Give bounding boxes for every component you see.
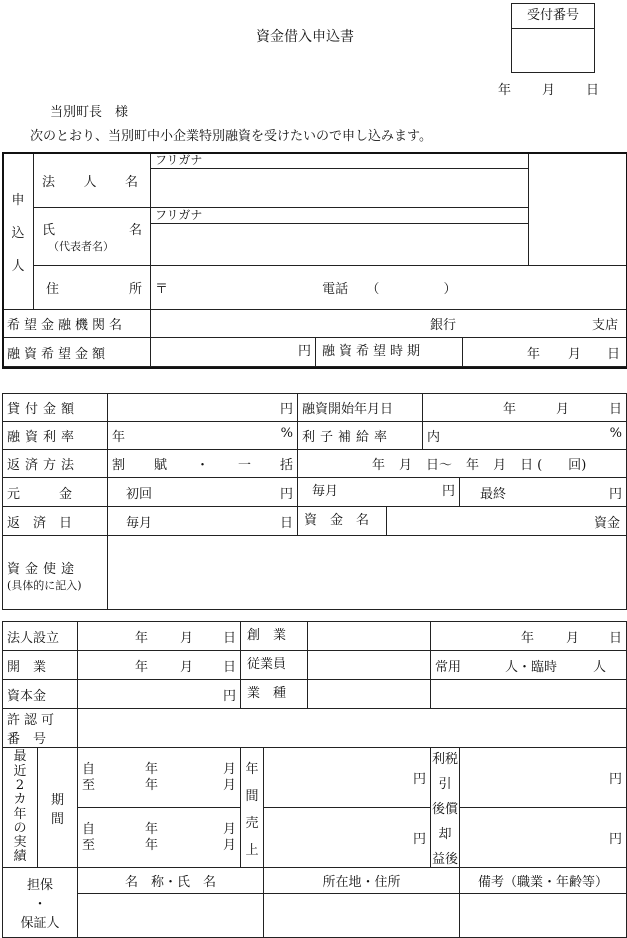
sales-2-field[interactable]: 円 xyxy=(264,808,431,868)
capital-label: 資本金 xyxy=(3,680,78,709)
repay-day-label: 返 済 日 xyxy=(3,507,108,536)
loan-time-field[interactable]: 年 月 日 xyxy=(526,346,620,362)
period-label: 期 間 xyxy=(38,748,78,868)
established-field[interactable]: 年 月 日 xyxy=(78,622,241,651)
loan-time-label: 融資希望時期 xyxy=(316,338,463,366)
receipt-number-box xyxy=(511,3,595,73)
address-label: 住 所 xyxy=(34,266,151,310)
loan-request-row xyxy=(151,338,627,367)
guarantor-label: 担保 ・ 保証人 xyxy=(3,868,78,938)
repay-method-field[interactable]: 割 賦 ・ 一 括 xyxy=(108,450,298,478)
results-label: 最 近 2 カ 年 の 実 績 xyxy=(3,748,38,868)
address-field[interactable]: 〒 電話 （ ） xyxy=(151,266,627,310)
purpose-field[interactable] xyxy=(108,536,627,610)
sales-1-field[interactable]: 円 xyxy=(264,748,431,808)
intro-text: 次のとおり、当別町中小企業特別融資を受けたいので申し込みます。 xyxy=(30,129,432,144)
loan-terms-table xyxy=(2,393,627,610)
start-date-field[interactable]: 年 月 日 xyxy=(423,394,627,422)
principal-rest xyxy=(298,478,627,507)
rate-label: 融資利率 xyxy=(3,422,108,450)
principal-monthly-field[interactable]: 毎月 円 xyxy=(298,478,460,506)
representative-label: 氏 名 （代表者名） xyxy=(34,208,151,266)
principal-first-field[interactable]: 初回 円 xyxy=(108,478,298,507)
bank-label: 希望金融機関名 xyxy=(3,310,151,338)
loan-amount-label: 貸付金額 xyxy=(3,394,108,422)
period-2-field[interactable]: 自 年 月 至 年 月 xyxy=(78,808,241,868)
industry-label: 業 種 xyxy=(241,680,308,708)
profit-label: 利税 引 後償 却 益後 xyxy=(431,748,460,868)
principal-label: 元 金 xyxy=(3,478,108,507)
founded-label: 創 業 xyxy=(241,622,308,650)
guarantor-note-field[interactable] xyxy=(460,894,627,938)
capital-field[interactable]: 円 xyxy=(78,680,241,709)
profit-2-field[interactable]: 円 xyxy=(460,808,627,868)
founded-row xyxy=(241,622,431,651)
profit-1-field[interactable]: 円 xyxy=(460,748,627,808)
corp-name-label: 法 人 名 xyxy=(34,153,151,208)
furigana-label: フリガナ xyxy=(151,208,528,224)
subsidy-field[interactable]: 内 % xyxy=(423,422,627,450)
opened-field[interactable]: 年 月 日 xyxy=(78,651,241,680)
date-day: 日 xyxy=(586,83,600,98)
employees-field[interactable]: 常用 人・臨時 人 xyxy=(431,651,627,680)
addressee: 当別町長 様 xyxy=(50,105,129,120)
postal-mark: 〒 xyxy=(155,282,169,297)
company-table xyxy=(2,621,627,938)
date-year: 年 xyxy=(498,83,512,98)
guarantor-name-field[interactable] xyxy=(78,894,264,938)
representative-field[interactable] xyxy=(151,208,529,266)
subsidy-label: 利子補給率 xyxy=(298,422,423,450)
receipt-number-label: 受付番号 xyxy=(512,4,594,29)
fund-name-row xyxy=(298,507,627,536)
form-title: 資金借入申込書 xyxy=(256,29,354,45)
start-date-label: 融資開始年月日 xyxy=(298,394,423,422)
founded-field[interactable]: 年 月 日 xyxy=(431,622,627,651)
applicant-table xyxy=(2,152,627,367)
repay-day-field[interactable]: 毎月 日 xyxy=(108,507,298,536)
loan-amount-label: 融資希望金額 xyxy=(3,338,151,367)
phone-label: 電話 xyxy=(322,282,349,297)
principal-final-field[interactable]: 最終 円 xyxy=(480,486,622,502)
employees-label: 従業員 xyxy=(241,651,308,679)
rate-field[interactable]: 年 % xyxy=(108,422,298,450)
date-month: 月 xyxy=(542,83,556,98)
furigana-label: フリガナ xyxy=(151,153,528,169)
guarantor-note-header: 備考（職業・年齢等） xyxy=(460,868,627,894)
corp-name-field[interactable] xyxy=(151,153,529,208)
industry-row xyxy=(241,680,431,709)
permit-field[interactable] xyxy=(78,709,627,748)
repay-method-label: 返済方法 xyxy=(3,450,108,478)
fund-name-field[interactable]: 資金 xyxy=(593,515,620,531)
sales-label: 年 間 売 上 xyxy=(241,748,264,868)
loan-amount-field[interactable]: 円 xyxy=(108,394,298,422)
opened-label: 開 業 xyxy=(3,651,78,680)
permit-label: 許認可 番 号 xyxy=(3,709,78,748)
applicant-section-label: 申 込 人 xyxy=(3,153,34,310)
bank-field[interactable]: 銀行 支店 xyxy=(151,310,627,338)
guarantor-name-header: 名 称・氏 名 xyxy=(78,868,264,894)
loan-amount-field[interactable]: 円 xyxy=(151,338,316,366)
employees-row xyxy=(241,651,431,680)
period-1-field[interactable]: 自 年 月 至 年 月 xyxy=(78,748,241,808)
purpose-label: 資金使途 (具体的に記入) xyxy=(3,536,108,610)
fund-name-label: 資 金 名 xyxy=(298,507,387,535)
industry-field[interactable] xyxy=(431,680,627,709)
established-label: 法人設立 xyxy=(3,622,78,651)
seal-area xyxy=(529,153,627,266)
repay-period-field[interactable]: 年 月 日〜 年 月 日 ( 回) xyxy=(298,450,627,478)
guarantor-address-field[interactable] xyxy=(264,894,460,938)
guarantor-address-header: 所在地・住所 xyxy=(264,868,460,894)
